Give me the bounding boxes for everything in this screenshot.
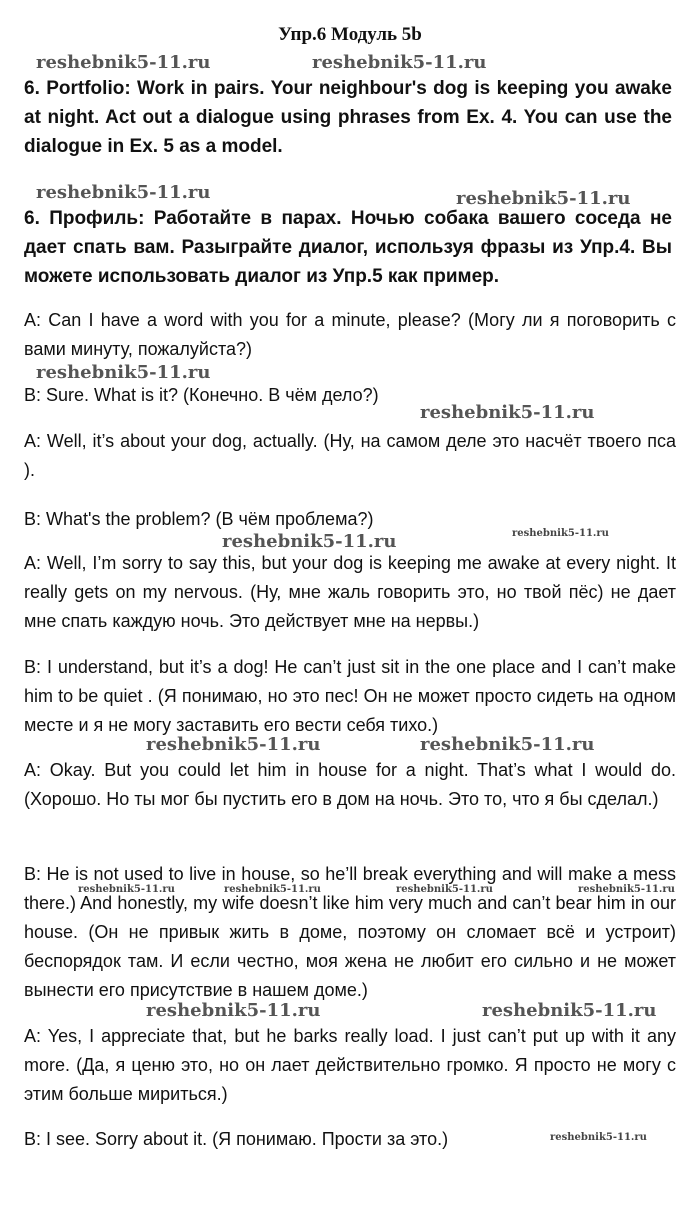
watermark: reshebnik5-11.ru [512,528,609,539]
dialogue-line: A: Okay. But you could let him in house for a night. That’s what I would do. (Хорошо. Но ты мог бы пустить его в дом на ночь. Это то, что я бы сделал.) [24,760,676,809]
task-russian: 6. Профиль: Работайте в парах. Ночью собака вашего соседа не дает спать вам. Разыграйте диалог, используя фразы из Упр.4. Вы можете использовать диалог из Упр.5 как пример. [24,208,672,287]
watermark: reshebnik5-11.ru [36,362,211,383]
dialogue-line: B: I see. Sorry about it. (Я понимаю. Прости за это.) [24,1129,449,1149]
watermark: reshebnik5-11.ru [78,884,175,895]
dialogue-line: A: Well, it’s about your dog, actually. (Ну, на самом деле это насчёт твоего пса ). [24,431,676,480]
watermark: reshebnik5-11.ru [224,884,321,895]
task-english: 6. Portfolio: Work in pairs. Your neighbour's dog is keeping you awake at night. Act out a dialogue using phrases from Ex. 4. You can use the dialogue in Ex. 5 as a model. [24,78,672,157]
dialogue-line: A: Well, I’m sorry to say this, but your dog is keeping me awake at every night. It really gets on my nervous. (Ну, мне жаль говорить это, но твой пёс) не дает мне спать каждую ночь. Это действует мне на нервы.) [24,553,676,631]
watermark: reshebnik5-11.ru [222,531,397,552]
page-title: Упр.6 Модуль 5b [278,24,422,45]
dialogue-line: B: He is not used to live in house, so he’ll break everything and will make a mess there.) And honestly, my wife doesn’t like him very much and can’t bear him in our house. (Он не привык жить в доме, поэтому он сломает всё и устроит) беспорядок там. И если честно, моя жена не любит его сильно и не может вынести его присутствие в нашем доме.) [24,864,676,1000]
watermark: reshebnik5-11.ru [36,182,211,203]
watermark: reshebnik5-11.ru [578,884,675,895]
dialogue-line: B: What's the problem? (В чём проблема?) [24,509,374,529]
watermark: reshebnik5-11.ru [420,734,595,755]
watermark: reshebnik5-11.ru [456,188,631,209]
watermark: reshebnik5-11.ru [482,1000,657,1021]
watermark: reshebnik5-11.ru [146,734,321,755]
watermark: reshebnik5-11.ru [312,52,487,73]
dialogue-line: B: I understand, but it’s a dog! He can’t just sit in the one place and I can’t make him to be quiet . (Я понимаю, но это пес! Он не может просто сидеть на одном месте и я не могу заставить его вести себя тихо.) [24,657,676,735]
watermark: reshebnik5-11.ru [420,402,595,423]
dialogue-line: A: Yes, I appreciate that, but he barks really load. I just can’t put up with it any more. (Да, я ценю это, но он лает действительно громко. Я просто не могу с этим больше мириться.) [24,1026,676,1104]
dialogue-line: B: Sure. What is it? (Конечно. В чём дело?) [24,385,379,405]
watermark: reshebnik5-11.ru [396,884,493,895]
watermark: reshebnik5-11.ru [550,1132,647,1143]
watermark: reshebnik5-11.ru [146,1000,321,1021]
dialogue-line: A: Can I have a word with you for a minute, please? (Могу ли я поговорить с вами минуту, пожалуйста?) [24,310,676,359]
watermark: reshebnik5-11.ru [36,52,211,73]
